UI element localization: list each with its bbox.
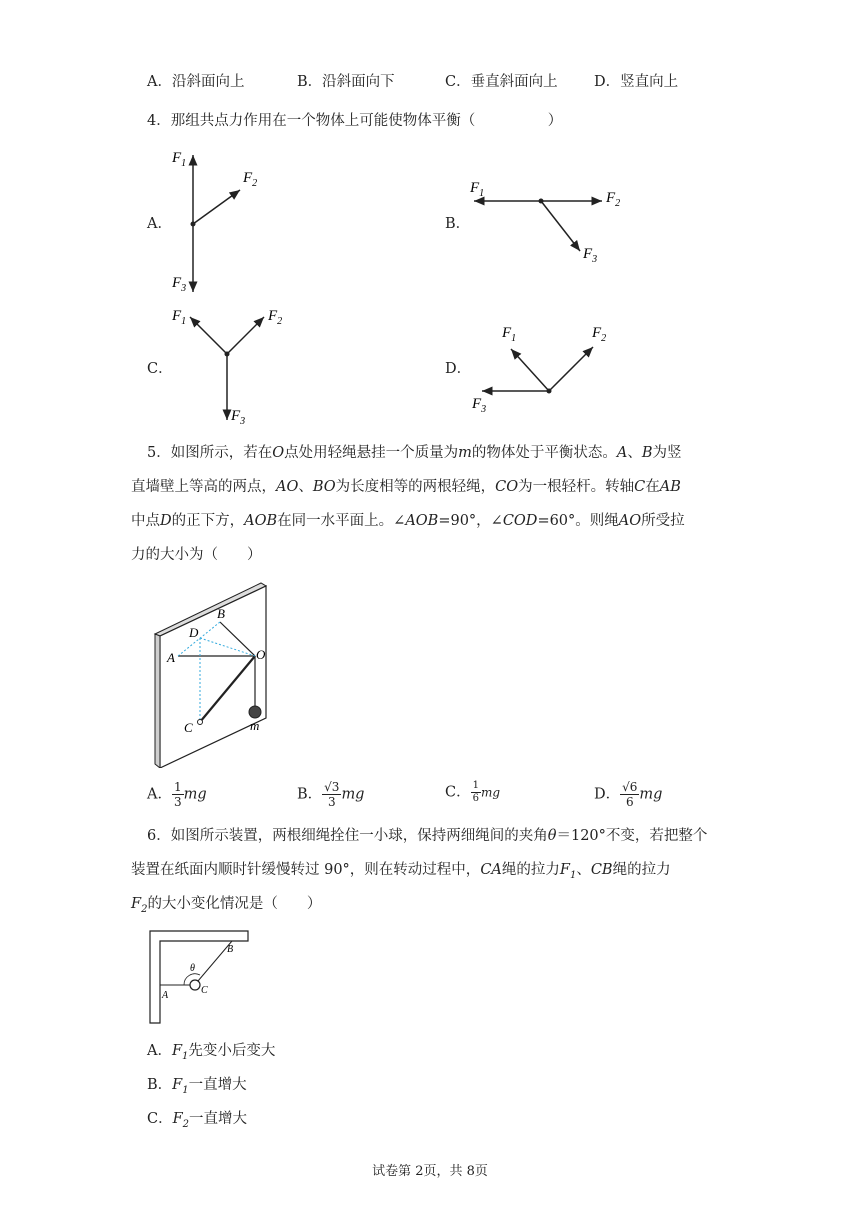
q6-label-a: A [162, 990, 169, 1001]
q4d-f1-label: $F_1$ [502, 325, 517, 344]
q5-line-4: 力的大小为（ ） [131, 547, 262, 563]
q5-line-2: 直墙壁上等高的两点，AO、BO为长度相等的两根轻绳，CO为一根轻杆。转轴C在AB [131, 479, 681, 495]
q5-option-d: D． $\frac{√6}{6}$ mg [594, 780, 663, 809]
q5-label-b: B [217, 606, 225, 621]
q4-force-diagrams [0, 0, 860, 440]
q6-line-1: 6．如图所示装置，两根细绳拴住一小球，保持两细绳间的夹角θ＝120°不变，若把整个 [147, 828, 708, 844]
q6-line-3: $F_2$的大小变化情况是（ ） [131, 896, 322, 915]
q5-label-m: m [250, 718, 260, 733]
q4-option-d-label: D． [445, 361, 472, 377]
q4-diagram-a [171, 150, 257, 294]
q4-diagram-d [471, 325, 606, 415]
q5-line-1: 5．如图所示，若在O点处用轻绳悬挂一个质量为m的物体处于平衡状态。A、B为竖 [147, 445, 682, 461]
q4-option-b-label: B． [445, 216, 471, 232]
q6-option-a: A．$F_1$先变小后变大 [147, 1043, 276, 1062]
q4d-f3-label: $F_3$ [472, 396, 487, 415]
q6-option-b: B．$F_1$一直增大 [147, 1077, 247, 1096]
q6-line-2: 装置在纸面内顺时针缓慢转过 90°，则在转动过程中，CA绳的拉力$F_1$、CB绳的拉力 [131, 862, 671, 881]
q4c-f1-label: $F_1$ [172, 308, 187, 327]
q6-label-theta: θ [190, 963, 195, 974]
q5-label-a: A [167, 650, 175, 665]
q4c-f2-label: $F_2$ [268, 308, 283, 327]
q3-option-c: C．垂直斜面向上 [445, 74, 558, 90]
q4a-f2-label: $F_2$ [243, 170, 258, 189]
q4b-f3-label: $F_3$ [583, 246, 598, 265]
q5-option-c: C． $\frac{1}{6}$ mg [445, 780, 501, 804]
q6-label-c: C [201, 985, 208, 996]
q5-figure [140, 578, 290, 768]
q3-option-b: B．沿斜面向下 [297, 74, 395, 90]
q5-option-b: B． $\frac{√3}{3}$ mg [297, 780, 365, 809]
q4b-f1-label: $F_1$ [470, 180, 485, 199]
q4-option-c-label: C． [147, 361, 173, 377]
q5-label-c: C [184, 720, 193, 735]
q3-option-a: A．沿斜面向上 [147, 74, 245, 90]
q3-option-d: D．竖直向上 [594, 74, 679, 90]
q4b-f2-label: $F_2$ [606, 190, 621, 209]
q5-line-3: 中点D的正下方，AOB在同一水平面上。∠AOB=90°，∠COD=60°。则绳AO所受拉 [131, 513, 685, 529]
q4-option-a-label: A． [147, 216, 172, 232]
q4c-f3-label: $F_3$ [231, 408, 246, 427]
q6-label-b: B [227, 944, 234, 955]
q6-figure [140, 925, 260, 1030]
q4a-f1-label: $F_1$ [172, 150, 187, 169]
q5-label-d: D [189, 625, 199, 640]
q4-diagram-c [171, 308, 282, 427]
page-footer: 试卷第 2页，共 8页 [372, 1164, 488, 1179]
q4-stem: 4．那组共点力作用在一个物体上可能使物体平衡（ ） [147, 113, 563, 129]
q5-option-a: A． $\frac{1}{3}$ mg [147, 780, 207, 809]
q5-label-o: O [256, 647, 266, 662]
q4d-f2-label: $F_2$ [592, 325, 607, 344]
q4a-f3-label: $F_3$ [172, 275, 187, 294]
q4-diagram-b [469, 180, 620, 265]
q6-option-c: C．$F_2$一直增大 [147, 1111, 248, 1130]
